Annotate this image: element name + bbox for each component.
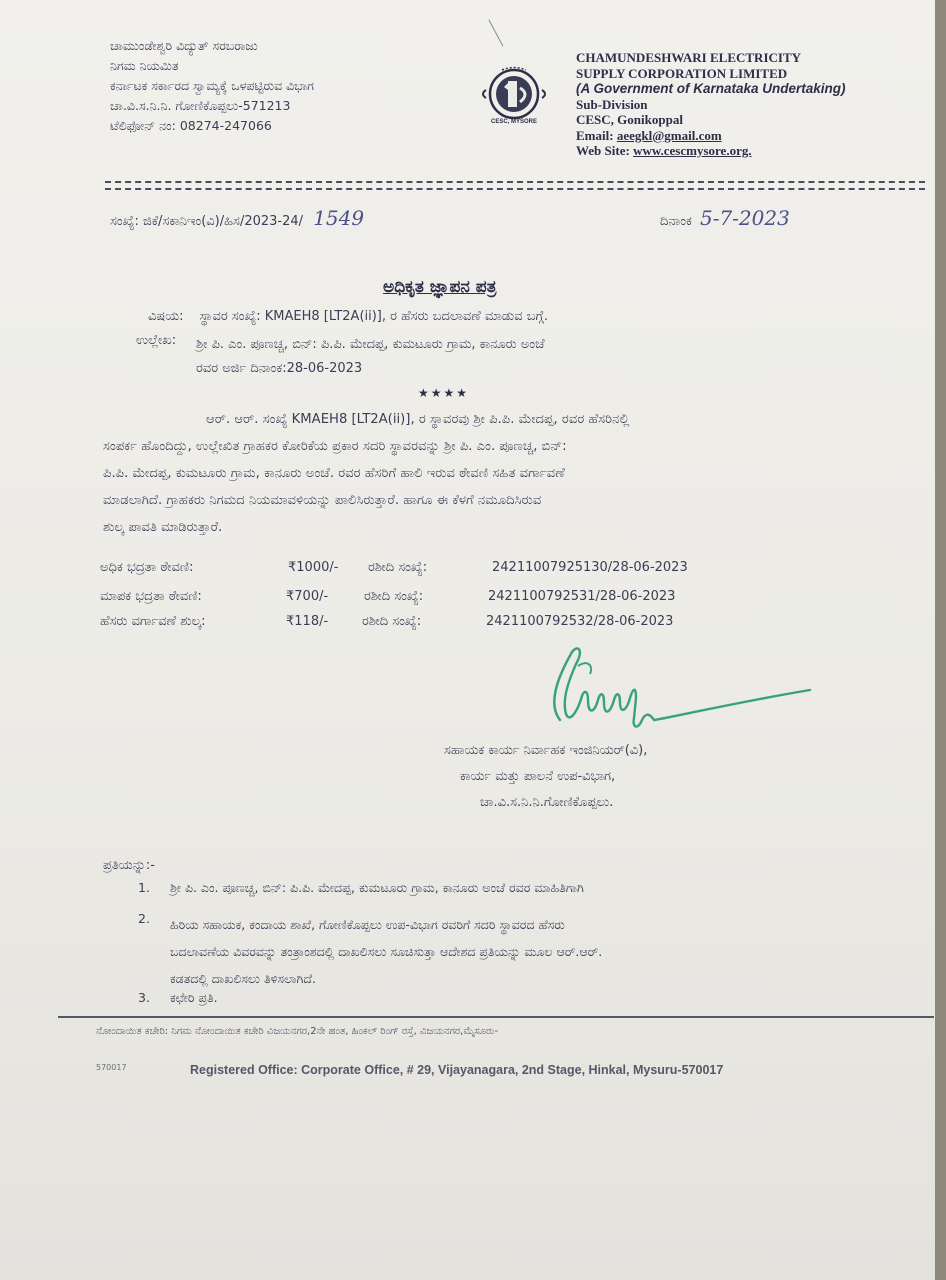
fee-amount: ₹118/- [286,614,329,629]
fee-label: ಮಾಪಕ ಭದ್ರತಾ ಠೇವಣಿ: [100,589,202,604]
org-name-line-2: SUPPLY CORPORATION LIMITED [576,65,788,81]
copy-item-text [170,911,602,992]
header-kannada-line: ಚಾಮುಂಡೇಶ್ವರಿ ವಿದ್ಯುತ್ ಸರಬರಾಜು [110,38,258,53]
header-divider [105,181,925,183]
header-kannada [110,36,314,136]
subject-label: ವಿಷಯ: [148,309,184,324]
footer-kannada: ನೋಂದಾಯಿತ ಕಚೇರಿ: ನಿಗಮ ನೋಂದಾಯಿತ ಕಚೇರಿ ವಿಜಯನಗರ,2ನೇ ಹಂತ, ಹಿಂಕಲ್ ರಿಂಗ್ ರಸ್ತೆ, ವಿಜಯನಗರ,ಮೈಸೂರು- [96,1026,499,1037]
page-title: ಅಧಿಕೃತ ಜ್ಞಾಪನ ಪತ್ರ [383,277,497,297]
website-link[interactable]: www.cescmysore.org. [633,143,752,158]
logo-caption: CESC, MYSORE [490,119,537,125]
signatory-line: ಸಹಾಯಕ ಕಾರ್ಯ ನಿರ್ವಾಹಕ ಇಂಜಿನಿಯರ್(ವಿ), [444,743,648,758]
website-line [576,143,846,159]
ref-number-label: ಸಂಖ್ಯೆ: ಜಿಕೆ/ಸಕಾನಿಇಂ(ವಿ)/ಹಿಸ/2023-24/ [110,214,304,229]
website-label: Web Site: [576,143,630,158]
page-edge-shadow [935,0,946,1280]
office-line: CESC, Gonikoppal [576,112,683,127]
subject-text: ಸ್ಥಾವರ ಸಂಖ್ಯೆ: KMAEH8 [LT2A(ii)], ರ ಹೆಸರು ಬದಲಾವಣೆ ಮಾಡುವ ಬಗ್ಗೆ. [199,309,548,324]
reference-line: ಶ್ರೀ ಪಿ. ಎಂ. ಪೂಣಚ್ಚ, ಬಿನ್: ಪಿ.ಪಿ. ಮೇದಪ್ಪ, ಕುಮಟೂರು ಗ್ರಾಮ, ಕಾನೂರು ಅಂಚೆ [196,337,545,352]
email-label: Email: [576,127,614,143]
copy-item-line: ಬದಲಾವಣೆಯ ವಿವರವನ್ನು ತಂತ್ರಾಂಶದಲ್ಲಿ ದಾಖಲಿಸಲು ಸೂಚಿಸುತ್ತಾ ಆದೇಶದ ಪ್ರತಿಯನ್ನು ಮೂಲ ಆರ್.ಆರ್. [170,944,603,959]
footer-kannada-pin: 570017 [96,1063,127,1072]
header-divider [105,188,925,190]
reference-text [196,333,545,381]
signatory-block [444,738,647,816]
reference-label: ಉಲ್ಲೇಖ: [136,333,177,348]
header-kannada-line: ಚಾ.ವಿ.ಸ.ನಿ.ನಿ. ಗೋಣಿಕೊಪ್ಪಲು-571213 [110,98,291,113]
body-line: ಆರ್. ಆರ್. ಸಂಖ್ಯೆ KMAEH8 [LT2A(ii)], ರ ಸ್ಥಾವರವು ಶ್ರೀ ಪಿ.ಪಿ. ಮೇದಪ್ಪ, ರವರ ಹೆಸರಿನಲ್ಲಿ [206,412,630,427]
ref-number-row [110,206,364,230]
footer-registered-office: Registered Office: Corporate Office, # 29, Vijayanagara, 2nd Stage, Hinkal, Mysuru-570017 [190,1063,724,1077]
receipt-value: 2421100792531/28-06-2023 [488,589,676,604]
govt-undertaking: (A Government of Karnataka Undertaking) [576,81,846,96]
email-line [576,128,846,144]
header-kannada-line: ನಿಗಮ ನಿಯಮಿತ [110,58,179,73]
fee-amount: ₹1000/- [288,560,339,575]
cesc-logo [474,64,554,128]
fee-amount: ₹700/- [286,589,329,604]
receipt-value: 2421100792532/28-06-2023 [486,614,674,629]
copy-item-line: ಕಡತದಲ್ಲಿ ದಾಖಲಿಸಲು ತಿಳಿಸಲಾಗಿದೆ. [170,971,316,986]
receipt-label: ರಶೀದಿ ಸಂಖ್ಯೆ: [362,614,422,629]
body-line: ಪಿ.ಪಿ. ಮೇದಪ್ಪ, ಕುಮಟೂರು ಗ್ರಾಮ, ಕಾನೂರು ಅಂಚೆ. ರವರ ಹೆಸರಿಗೆ ಹಾಲಿ ಇರುವ ಠೇವಣಿ ಸಹಿತ ವರ್ಗಾವಣೆ [103,466,565,481]
date-label: ದಿನಾಂಕ [660,214,692,229]
signature [538,640,818,735]
copy-item-text: ಕಛೇರಿ ಪ್ರತಿ. [170,990,218,1005]
signatory-line: ಚಾ.ವಿ.ಸ.ನಿ.ನಿ.ಗೋಣಿಕೊಪ್ಪಲು. [480,795,614,810]
copy-item-number: 2. [138,911,150,926]
header-kannada-line: ಕರ್ನಾಟಕ ಸರ್ಕಾರದ ಸ್ವಾಮ್ಯಕ್ಕೆ ಒಳಪಟ್ಟಿರುವ ವಿಭಾಗ [110,78,314,93]
fee-label: ಹೆಸರು ವರ್ಗಾವಣೆ ಶುಲ್ಕ: [100,614,206,629]
subdivision-line: Sub-Division [576,96,648,112]
subject-row [148,309,548,324]
header-english [576,50,846,159]
copy-item-line: ಹಿರಿಯ ಸಹಾಯಕ, ಕಂದಾಯ ಶಾಖೆ, ಗೋಣಿಕೊಪ್ಪಲು ಉಪ-ವಿಭಾಗ ರವರಿಗೆ ಸದರಿ ಸ್ಥಾವರದ ಹೆಸರು [170,917,565,932]
header-kannada-line: ಟೆಲಿಫೋನ್ ನಂ: 08274-247066 [110,118,272,133]
date-value: 5-7-2023 [699,206,790,230]
body-line: ಸಂಪರ್ಕ ಹೊಂದಿದ್ದು, ಉಲ್ಲೇಖಿತ ಗ್ರಾಹಕರ ಕೋರಿಕೆಯ ಪ್ರಕಾರ ಸದರಿ ಸ್ಥಾವರವನ್ನು ಶ್ರೀ ಪಿ. ಎಂ. ಪೂಣಚ್ಚ, ಬಿನ್: [103,439,567,454]
receipt-value: 24211007925130/28-06-2023 [492,560,688,575]
org-name-line-1: CHAMUNDESHWARI ELECTRICITY [576,50,802,65]
receipt-label: ರಶೀದಿ ಸಂಖ್ಯೆ: [364,589,424,604]
reference-line: ರವರ ಅರ್ಜಿ ದಿನಾಂಕ:28-06-2023 [196,361,363,376]
copy-item-text: ಶ್ರೀ ಪಿ. ಎಂ. ಪೂಣಚ್ಚ, ಬಿನ್: ಪಿ.ಪಿ. ಮೇದಪ್ಪ, ಕುಮಟೂರು ಗ್ರಾಮ, ಕಾನೂರು ಅಂಚೆ ರವರ ಮಾಹಿತಿಗಾಗಿ [170,880,584,895]
receipt-label: ರಶೀದಿ ಸಂಖ್ಯೆ: [368,560,428,575]
email-link[interactable]: aeegkl@gmail.com [616,127,722,143]
footer-divider [58,1016,934,1018]
copy-item-number: 3. [138,990,150,1005]
pen-mark [487,20,504,48]
signatory-line: ಕಾರ್ಯ ಮತ್ತು ಪಾಲನೆ ಉಪ-ವಿಭಾಗ, [460,769,616,784]
copy-to-label: ಪ್ರತಿಯನ್ನು:- [103,858,155,873]
ref-number-value: 1549 [313,206,365,230]
fee-label: ಅಧಿಕ ಭದ್ರತಾ ಠೇವಣಿ: [100,560,194,575]
separator-stars: ★★★★ [418,386,470,400]
copy-item-number: 1. [138,880,150,895]
date-row [660,206,790,230]
body-line: ಮಾಡಲಾಗಿದೆ. ಗ್ರಾಹಕರು ನಿಗಮದ ನಿಯಮಾವಳಿಯನ್ನು ಪಾಲಿಸಿರುತ್ತಾರೆ. ಹಾಗೂ ಈ ಕೆಳಗೆ ನಮೂದಿಸಿರುವ [103,493,542,508]
body-line: ಶುಲ್ಕ ಪಾವತಿ ಮಾಡಿರುತ್ತಾರೆ. [103,520,223,535]
